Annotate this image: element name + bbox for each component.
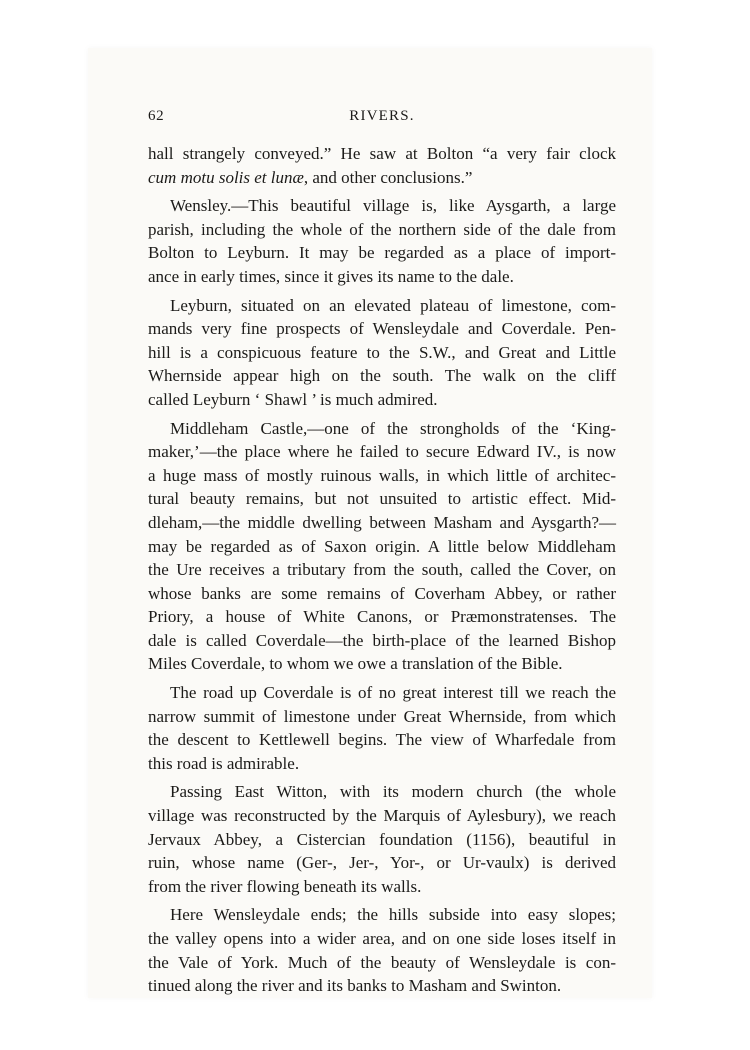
text-line: cum motu solis et lunæ, and other conclusions.”	[148, 167, 473, 187]
latin-phrase: cum motu solis et lunæ	[148, 167, 304, 187]
text-line: Middleham Castle,—one of the strongholds of the ‘King-	[170, 418, 616, 438]
paragraph	[148, 681, 616, 775]
text-line: ruin, whose name (Ger-, Jer-, Yor-, or Ur-vaulx) is derived	[148, 853, 616, 873]
text-line: the Ure receives a tributary from the south, called the Cover, on	[148, 560, 616, 580]
text-line: tinued along the river and its banks to Masham and Swinton.	[148, 976, 562, 996]
text-line: this road is admirable.	[148, 753, 300, 773]
text-line: dleham,—the middle dwelling between Masham and Aysgarth?—	[148, 512, 616, 532]
paragraph	[148, 194, 616, 288]
text-line: called Leyburn ‘ Shawl ’ is much admired.	[148, 389, 438, 409]
text-line: the descent to Kettlewell begins. The view of Wharfedale from	[148, 730, 616, 750]
text-line: maker,’—the place where he failed to secure Edward IV., is now	[148, 442, 616, 462]
paragraph	[148, 780, 616, 898]
paragraph	[148, 294, 616, 412]
text-line: Miles Coverdale, to whom we owe a translation of the Bible.	[148, 654, 563, 674]
running-head	[148, 108, 616, 134]
text-line: Bolton to Leyburn. It may be regarded as a place of import-	[148, 243, 616, 263]
text-line: the valley opens into a wider area, and on one side loses itself in	[148, 929, 616, 948]
text-line: Passing East Witton, with its modern church (the whole	[170, 782, 616, 802]
body-text	[148, 142, 616, 998]
text-line: dale is called Coverdale—the birth-place of the learned Bishop	[148, 630, 616, 650]
text-line: The road up Coverdale is of no great interest till we reach the	[170, 683, 616, 703]
paragraph	[148, 417, 616, 677]
text-line: mands very fine prospects of Wensleydale and Coverdale. Pen-	[148, 319, 616, 339]
text-line: Jervaux Abbey, a Cistercian foundation (1156), beautiful in	[148, 829, 616, 849]
text-line: hall strangely conveyed.” He saw at Bolton “a very fair clock	[148, 144, 616, 163]
text-line: tural beauty remains, but not unsuited to artistic effect. Mid-	[148, 489, 616, 509]
page-number: 62	[148, 108, 165, 124]
text-line: hill is a conspicuous feature to the S.W., and Great and Little	[148, 342, 616, 362]
text-line: the Vale of York. Much of the beauty of Wensleydale is con-	[148, 952, 616, 972]
text-line: Priory, a house of White Canons, or Præmonstratenses. The	[148, 607, 616, 627]
text-line: from the river flowing beneath its walls.	[148, 876, 422, 896]
text-line: whose banks are some remains of Coverham Abbey, or rather	[148, 583, 616, 603]
text-line: may be regarded as of Saxon origin. A little below Middleham	[148, 536, 616, 556]
text-line: Here Wensleydale ends; the hills subside into easy slopes;	[170, 905, 616, 925]
running-title: RIVERS.	[349, 108, 415, 124]
text-line: a huge mass of mostly ruinous walls, in which little of architec-	[148, 465, 616, 485]
paragraph	[148, 903, 616, 997]
text-line: Whernside appear high on the south. The walk on the cliff	[148, 366, 616, 386]
text-line: parish, including the whole of the northern side of the dale from	[148, 219, 616, 239]
paragraph	[148, 142, 616, 189]
text-line: village was reconstructed by the Marquis of Aylesbury), we reach	[148, 806, 616, 826]
text-line: Leyburn, situated on an elevated plateau of limestone, com-	[170, 295, 616, 315]
text-line: ance in early times, since it gives its name to the dale.	[148, 266, 514, 286]
text-line: narrow summit of limestone under Great Whernside, from which	[148, 706, 616, 726]
text-line: Wensley.—This beautiful village is, like Aysgarth, a large	[170, 196, 616, 216]
